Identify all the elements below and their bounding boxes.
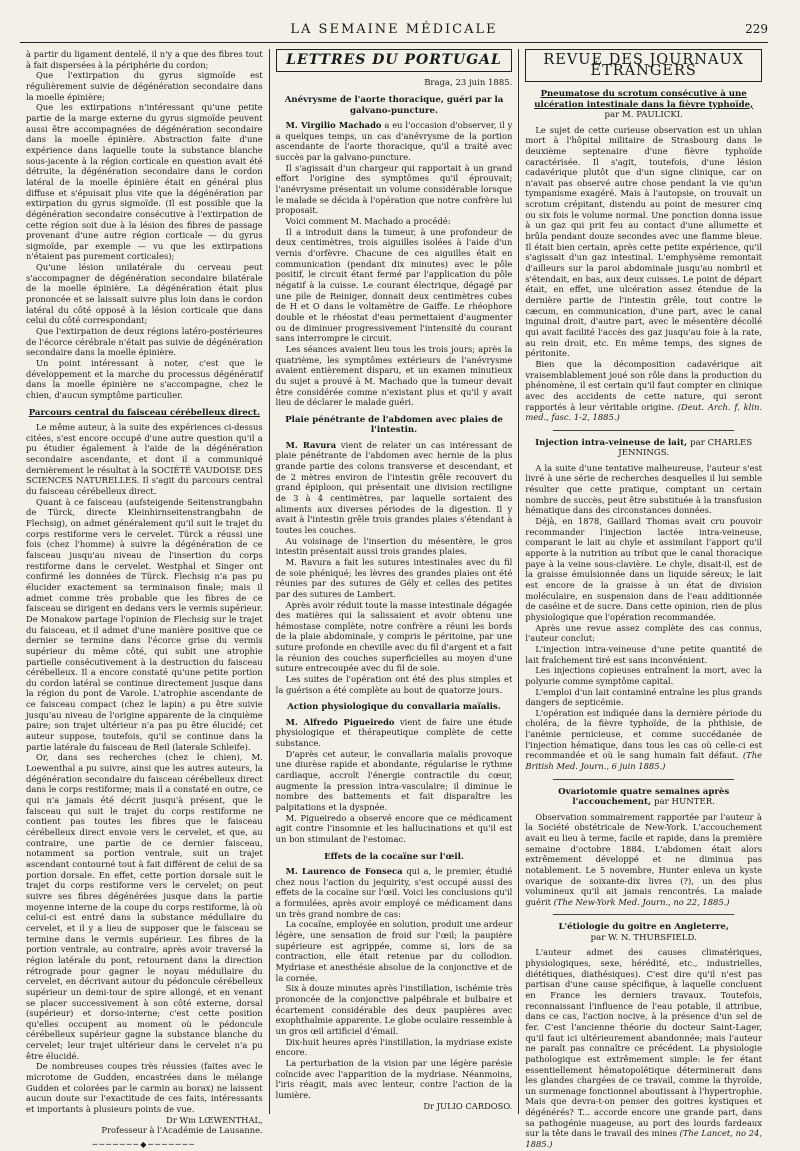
paragraph: a eu l'occasion d'observer, il y a quelques temps, un cas d'anévrysme de la portion ascendante de l'aorte thoracique, qu'il a traité avec succès par la galvano-puncture. [275, 120, 513, 163]
paragraph: Bien que la décomposition cadavérique ait vraisemblablement joué son rôle dans la production du phénomène, il est certain qu'il faut compter en clinique avec des accidents de cette nature, qui seront rapportés à leur véritable origine. [525, 358, 763, 412]
end-ornament: ───────◆─────── [92, 1140, 197, 1150]
section-title-text: Parcours central du faisceau cérébelleux direct. [28, 407, 260, 418]
running-head [20, 20, 768, 43]
paragraph: La cocaïne, employée en solution, produit une ardeur légère, une sensation de froid sur l'œil; la paupière supérieure est agrippée, comme si, lors de sa contraction, elle était retenue par du collodion. Mydriase et anesthésie absolue de la conjonctive et de la cornée. [275, 919, 513, 983]
section-title [26, 408, 263, 418]
lead-name: M. Laurenco de Fonseca [285, 866, 403, 877]
article-title [525, 438, 762, 459]
paragraph: L'auteur admet des causes climatériques, physiologiques, sexe, hérédité, etc., industrielles, diététiques, diathésiques). C'est dire qu'il n'est pas partisan d'une cause spécifique, à laquelle concluent en France les derniers travaux. Toutefois, reconnaissant l'influence de l'eau potable, il attribue, dans ce cas, l'action nocive, à la présence d'un sel de fer. C'est l'ancienne théorie du docteur Saint-Lager, qu'il faut ici ultérieurement abandonnée; mais l'auteur ne paraît pas connaître ce précédent. La physiologie pathologique est extrêmement simple: le fer étant essentiellement hématopoïétique déterminerait dans les glandes chargées de ce travail, comme la thyroïde, un surmenage fonctionnel aboutissant à l'hypertrophie. Mais que devra-t-on penser des goitres kystiques et dégénérés? T... accorde encore une grande part, dans sa pathogénie nuageuse, au port des lourds fardeaux sur la tête dans le travail des mines [525, 947, 763, 1139]
article-title: Action physiologique du convallaria maïalis. [287, 702, 501, 713]
section-heading-box: LETTRES DU PORTUGAL [276, 49, 513, 72]
paragraph: Que l'extirpation de deux régions latéro-postérieures de l'écorce cérébrale n'était pas suivie de dégénération secondaire dans la moelle épinière. [26, 326, 263, 358]
article-title [525, 787, 762, 808]
paragraph: Il s'agissait d'un chargeur qui rapportait à un grand effort l'origine des symptômes qu'il éprouvait; l'anévrysme présentait un volume considérable lorsque le malade se décida à l'opération que notre confrère lui proposait. [275, 162, 513, 216]
paragraph: Que l'extirpation du gyrus sigmoïde est régulièrement suivie de dégénération secondaire dans la moelle épinière; [26, 70, 263, 102]
paragraph: Voici comment M. Machado a procédé: [285, 216, 451, 227]
paragraph: Les séances avaient lieu tous les trois jours; après la quatrième, les symptômes extérieurs de l'anévrysme avaient entièrement disparu, et un examen minutieux du sujet a prouvé à M. Machado que la tumeur devait être considérée comme n'existant plus et qu'il y avait lieu de déclarer le malade guéri. [275, 343, 513, 408]
paragraph: De nombreuses coupes très réussies (faites avec le microtome de Gudden, encastrées dans le mélange Gudden et colorées par le carmin au borax) ne laissent aucun doute sur l'exactitude de ces faits, intéressants et importants à plusieurs points de vue. [26, 1061, 263, 1115]
paragraph: Que les extirpations n'intéressant qu'une petite partie de la marge externe du gyrus sigmoïde peuvent aussi être accompagnées de dégénération secondaire dans la moelle épinière. Abstraction faite d'une expérience dans laquelle toute la substance blanche sous-jacente à la région corticale en question avait été détruite, la dégénération secondaire dans le cordon latéral de la moelle épinière était en général plus diffuse et s'épuisait plus vite que la dégénération par extirpation du gyrus sigmoïde. (Il est possible que la dégénération secondaire consécutive à l'extirpation de cette région soit due à la lésion des fibres de passage provenant d'une autre région corticale — du gyrus sigmoïde, par exemple — vu que les extirpations n'étaient pas purement corticales); [26, 102, 263, 262]
article-title-text: L'étiologie du goitre en Angleterre, [558, 922, 729, 933]
paragraph: L'injection intra-veineuse d'une petite quantité de lait fraîchement tiré est sans inconvénient. [525, 643, 763, 665]
reference: (The British Med. Journ., 6 juin 1885.) [525, 750, 763, 772]
article-title-text: Injection intra-veineuse de lait, [535, 437, 688, 448]
columns [20, 49, 768, 1150]
paragraph: vient de faire une étude physiologique et thérapeutique complète de cette substance. [275, 716, 513, 749]
separator-rule [553, 430, 734, 431]
reference: (The Lancet, no 24, 1885.) [525, 1128, 763, 1150]
section-heading-box: REVUE DES JOURNAUX ÉTRANGERS [525, 49, 762, 82]
column-right [518, 49, 768, 1150]
paragraph: Après une revue assez complète des cas connus, l'auteur conclut: [525, 622, 763, 644]
paragraph: à partir du ligament dentelé, il n'y a que des fibres tout à fait dispersées à la périphérie du cordon; [26, 49, 263, 70]
article-title: Effets de la cocaïne sur l'œil. [324, 851, 464, 862]
reference: (Deut. Arch. f. klin. med., fasc. 1-2, 1885.) [525, 401, 763, 423]
paragraph: Qu'une lésion unilatérale du cerveau peut s'accompagner de dégénération secondaire bilatérale de la moelle épinière. La dégénération était plus prononcée et se laissait suivre plus loin dans le cordon latéral du côté opposé à la lésion corticale que dans celui du côté correspondant; [26, 262, 263, 326]
paragraph: Dix-huit heures après l'instillation, la mydriase existe encore. [275, 1036, 513, 1058]
separator-rule [553, 779, 734, 780]
article-author: par HUNTER. [654, 797, 715, 808]
article-title [525, 89, 762, 120]
paragraph: Le sujet de cette curieuse observation est un uhlan mort à l'hôpital militaire de Strasbourg dans le deuxième septenaire d'une fièvre typhoïde caractérisée. Il s'agit, toutefois, d'une lésion cadavérique plutôt que d'un signe clinique, car on n'avait pas observé autre chose pendant la vie qu'un tympanisme exagéré. Mais à l'autopsie, on trouvait un scrotum crépitant, distendu au point de mesurer cinq ou six fois le volume normal. Une ponction donna issue à un gaz qui prit feu au contact d'une allumette et brûla pendant douze secondes avec une flamme bleue. Il était bien certain, après cette petite expérience, qu'il s'agissait d'un gaz intestinal. L'emphysème remontait d'ailleurs sur la paroi abdominale jusqu'au nombril et s'étendait, en bas, aux deux cuisses. Le point de départ était, en effet, une ulcération assez étendue de la dernière partie de l'intestin grêle, tout contre le cæcum, en communication, d'une part, avec le canal inguinal droit, d'autre part, avec le mésentère décollé qui avait facilité l'accès des gaz jusqu'au foie à la rate, au rein droit, etc. En même temps, des signes de péritonite. [525, 124, 763, 359]
paragraph: A la suite d'une tentative malheureuse, l'auteur s'est livré à une série de recherches desquelles il lui semble résulter que cette pratique, comptant un certain nombre de succès, peut être substituée à la transfusion hématique dans des circonstances données. [525, 462, 763, 516]
column-middle [269, 49, 519, 1114]
signature: Dr JULIO CARDOSO. [423, 1100, 513, 1111]
paragraph: L'emploi d'un lait contaminé entraîne les plus grands dangers de septicémie. [525, 686, 763, 708]
dateline: Braga, 23 juin 1885. [424, 77, 513, 88]
paragraph: Quant à ce faisceau (aufsteigende Seitenstrangbahn de Türck, directe Kleinhirnseitenstrangbahn de Flechsig), on admet généralement qu'il suit le trajet du corps restiforme vers le cervelet. Türck a réussi une fois (chez l'homme) à suivre la dégénération de ce faisceau jusqu'au niveau de l'insertion du corps restiforme dans le cervelet. Westphal et Singer ont confirmé les données de Türck. Flechsig n'a pas pu élucider exactement sa terminaison finale; mais il admet comme très probable que les fibres de ce faisceau se dirigent en dedans vers le vermis supérieur. De Monakow partage l'opinion de Flechsig sur le trajet du faisceau, et il admet d'une manière positive que ce dernier se termine dans l'écorce grise du vermis supérieur du même côté, qui subit une atrophie partielle consécutivement à la destruction du faisceau cérébelleux. Il a encore constaté qu'une petite portion du cordon latéral se continue directement jusque dans la région du pont de Varole. L'atrophie ascendante de ce faisceau compact (chez le lapin) a pu être suivie jusqu'au niveau de l'origine apparente de la cinquième paire; son trajet ultérieur n'a pas pu être élucidé; cet auteur suppose, toutefois, qu'il se continue dans la partie latérale du faisceau de Reil (laterale Schleife). [26, 496, 263, 752]
paragraph: Le même auteur, à la suite des expériences ci-dessus citées, s'est encore occupé d'une autre question qu'il a pu étudier également à l'aide de la dégénération secondaire ascendante, et dont il a communiqué dernièrement le résultat à la SOCIÉTÉ VAUDOISE DES SCIENCES NATURELLES. Il s'agit du parcours central du faisceau cérébelleux direct. [26, 422, 263, 496]
signature-title: Professeur à l'Académie de Lausanne. [101, 1125, 263, 1136]
paragraph: vient de relater un cas intéressant de plaie pénétrante de l'abdomen avec hernie de la plus grande partie des colons transverse et descendant, et de 2 mètres environ de l'intestin grêle recouvert du grand épiploon, qui présentait une division rectiligne de 3 à 4 centimètres, par laquelle sortaient des aliments aux diverses périodes de la digestion. Il y avait à l'intestin grêle trois grandes plaies s'étendant à toutes les couches. [275, 439, 513, 535]
paragraph: Un point intéressant à noter, c'est que le développement et la marche du processus dégénératif dans la moelle épinière ne s'accompagne, chez le chien, d'aucun symptôme particulier. [26, 358, 263, 400]
paragraph: Déjà, en 1878, Gaillard Thomas avait cru pouvoir recommander l'injection lactée intra-veineuse, comparant le lait au chyle et assimilant l'apport qu'il apporte à la nutrition au tribut que le canal thoracique paye à la veine sous-clavière. Le chyle, disait-il, est de la graisse émulsionnée dans un liquide séreux; le lait est encore de la graisse à un état de division moléculaire, en suspension dans de l'eau additionnée de caséine et de sucre. Dans cette opinion, rien de plus physiologique que l'opération recommandée. [525, 516, 763, 622]
article-title-text: Pneumatose du scrotum consécutive à une ulcération intestinale dans la fièvre typhoïde, [534, 89, 754, 110]
article-title: Anévrysme de l'aorte thoracique, guéri par la galvano-puncture. [284, 95, 504, 116]
lead-name: M. Alfredo Pigueiredo [285, 716, 395, 727]
paragraph: Or, dans ses recherches (chez le chien), M. Loewenthal a pu suivre, ainsi que les autres auteurs, la dégénération secondaire du faisceau cérébelleux direct dans le corps restiforme; mais il a constaté en outre, ce qui n'a jamais été décrit jusqu'à présent, que le faisceau qui suit le trajet du corps restiforme ne contient pas toutes les fibres que le faisceau cérébelleux direct envoie vers le cervelet, et que, au contraire, une partie de ce dernier faisceau, notamment sa portion ventrale, suit un trajet ascendant contourné tout à fait différent de celui de sa portion dorsale. En effet, cette portion dorsale suit le trajet du corps restiforme vers le cervelet; on peut suivre ses fibres dégénérées jusque dans la partie moyenne interne de la coupe du corps restiforme, là où celui-ci est entré dans la substance médullaire du cervelet, et il y a lieu de supposer que le faisceau se termine dans le vermis supérieur. Les fibres de la portion ventrale, au contraire, après avoir traversé la région latérale du pont, retournent dans la direction rétrograde pour gagner le noyau médullaire du cervelet, en décrivant autour du pédoncule cérébelleux supérieur un demi-tour de spire allongé, et en venant se placer successivement à son côté externe, dorsal (supérieur) et dorso-interne; c'est cette position qu'elles occupent au moment où le pédoncule cérébelleux supérieur gagne la substance blanche du cervelet; leur trajet ultérieur dans le cervelet n'a pu être élucidé. [26, 752, 263, 1061]
article-title: Plaie pénétrante de l'abdomen avec plaies de l'intestin. [285, 414, 503, 436]
paragraph: Il a introduit dans la tumeur, à une profondeur de deux centimètres, trois aiguilles isolées à l'aide d'un vernis d'orfèvre. Chacune de ces aiguilles était en communication (pendant dix minutes) avec le pôle positif, le circuit étant fermé par l'application du pôle négatif à la cuisse. Le courant électrique, dégagé par une pile de Reiniger, donnait deux centimètres cubes de H et O dans le voltamètre de Gaiffe. Le rhéophore double et le rhéostat d'eau permettaient d'augmenter ou de diminuer progressivement l'intensité du courant sans interrompre le circuit. [275, 226, 513, 344]
paragraph: Les suites de l'opération ont été des plus simples et la guérison a été complète au bout de quatorze jours. [275, 674, 513, 695]
signature: Dr Wm LŒWENTHAL, [166, 1114, 263, 1125]
lead-name: M. Virgilio Machado [285, 120, 382, 131]
article-author: par W. N. THURSFIELD. [590, 932, 697, 943]
paragraph: M. Pigueiredo a observé encore que ce médicament agit contre l'insomnie et les hallucinations et qu'il est un bon stimulant de l'estomac. [275, 812, 513, 845]
paragraph: Observation sommairement rapportée par l'auteur à la Société obstétricale de New-York. L'accouchement avait eu lieu à terme, facile et rapide, dans la première semaine d'octobre 1884. L'abdomen était alors extrêmement développé et ne diminua pas notablement. Le 5 novembre, Hunter enleva un kyste ovarique de soixante-dix livres (?), un des plus volumineux qu'il ait jamais rencontrés. La malade guérit [525, 811, 763, 907]
article-title [525, 922, 762, 943]
paragraph: D'après cet auteur, le convallaria maïalis provoque une diurèse rapide et abondante, régularise le rythme cardiaque, accroît l'énergie contractile du cœur, augmente la pression intra-vasculaire; il diminue le nombre des battements et fait disparaître les palpitations et la dyspnée. [275, 748, 513, 813]
column-left [20, 49, 269, 1150]
separator-rule [553, 914, 734, 915]
article-author: par M. PAULICKI. [604, 110, 683, 121]
paragraph: Les injections copieuses entraînent la mort, avec la polyurie comme symptôme capital. [525, 665, 763, 686]
paragraph: Six à douze minutes après l'instillation, ischémie très prononcée de la conjonctive palpébrale et bulbaire et écartement considérable des deux paupières avec exophthalmie apparente. Le globe oculaire ressemble à un gros œil artificiel d'émail. [275, 983, 513, 1036]
reference: (The New-York Med. Journ., no 22, 1885.) [553, 896, 730, 907]
running-title: LA SEMAINE MÉDICALE [290, 22, 498, 37]
article-title-text: Ovariotomie quatre semaines après l'accouchement, [558, 786, 730, 808]
paragraph: Après avoir réduit toute la masse intestinale dégagée des matières qui la salissaient et avoir obtenu une hémostase complète, notre confrère a réuni les bords de la plaie abdominale, y compris le péritoine, par une suture profonde en cheville avec du fil d'argent et a fait la réunion des couches superficielles au moyen d'une suture entrecoupée avec du fil de soie. [275, 599, 513, 674]
paragraph: qui a, le premier, étudié chez nous l'action du jequirity, s'est occupé aussi des effets de la cocaïne sur l'œil. Voici les conclusions qu'il a formulées, après avoir employé ce médicament dans un très grand nombre de cas: [275, 866, 513, 919]
paragraph: La perturbation de la vision par une légère parésie coïncide avec l'apparition de la mydriase. Néanmoins, l'iris réagit, mais avec lenteur, contre l'action de la lumière. [275, 1057, 513, 1100]
paragraph: L'opération est indiquée dans la dernière période du choléra, de la fièvre typhoïde, de la phthisie, de l'anémie pernicieuse, et comme succédanée de l'injection hématique, dans tous les cas où celle-ci est recommandée et où le sang humain fait défaut. [525, 707, 763, 761]
page-number: 229 [745, 22, 768, 36]
paragraph: Au voisinage de l'insertion du mésentère, le gros intestin présentait aussi trois grandes plaies. [275, 535, 513, 557]
lead-name: M. Ravura [285, 439, 337, 450]
article-author: par CHARLES JENNINGS. [618, 437, 753, 459]
paragraph: M. Ravura a fait les sutures intestinales avec du fil de soie phéniqué; les lèvres des grandes plaies ont été réunies par des sutures de Gély et celles des petites par des sutures de Lambert. [275, 556, 513, 599]
